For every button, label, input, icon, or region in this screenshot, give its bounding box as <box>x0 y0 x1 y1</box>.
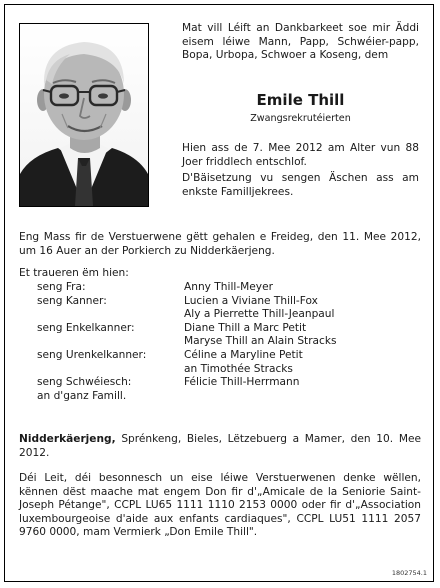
mourner-name: Diane Thill a Marc Petit <box>184 321 307 334</box>
obituary-notice <box>4 4 434 582</box>
reference-number: 1802754.1 <box>391 569 427 577</box>
deceased-name: Emile Thill <box>256 91 345 109</box>
mourner-relation: seng Fra: <box>37 281 86 293</box>
place-town: Nidderkäerjeng, <box>19 433 116 445</box>
mourner-name: an Timothée Stracks <box>184 362 293 375</box>
mourner-name: Anny Thill-Meyer <box>184 281 273 293</box>
portrait-photo <box>19 23 149 207</box>
mourners-heading: Et traueren ëm hien: <box>19 267 129 279</box>
mourner-name: Lucien a Viviane Thill-Fox <box>184 294 318 307</box>
mourner-name: Aly a Pierrette Thill-Jeanpaul <box>184 308 335 321</box>
mourner-relation-line: an d'ganz Famill. <box>37 389 127 402</box>
death-announcement: Hien ass de 7. Mee 2012 am Alter vun 88 Joer friddlech entschlof. <box>182 142 419 168</box>
mourner-row-sister-in-law <box>19 376 421 403</box>
mourner-name: Félicie Thill-Herrmann <box>184 376 300 389</box>
intro-text <box>182 22 419 63</box>
mourner-row-great-grandchildren <box>19 349 421 376</box>
place-rest: Sprénkeng, Bieles, Lëtzebuerg a Mamer, den 10. Mee 2012. <box>19 433 421 459</box>
mass-announcement: Eng Mass fir de Verstuerwene gëtt gehalen e Freideg, den 11. Mee 2012, um 16 Auer an der Porkierch zu Nidderkäerjeng. <box>19 231 421 257</box>
mourner-row-wife <box>19 281 421 295</box>
deceased-subtitle: Zwangsrekrutéierten <box>250 113 351 124</box>
mourner-relation-line: seng Schwéiesch: <box>37 376 132 389</box>
mourner-name: Céline a Maryline Petit <box>184 348 303 361</box>
donation-note: Déi Leit, déi besonnesch un eise léiwe Verstuerwenen denke wëllen, kënnen dëst maache mat engem Don fir d'„Amicale de la Seniorie Saint-Joseph Pétange", CCPL LU65 1111 1110 2153 0000 oder fir d'„Association luxembourgeoise d'aide aux enfants cardiaques", CCPL LU51 1111 2057 9760 0000, mam Vermierk „Don Emile Thill". <box>19 472 421 539</box>
mourner-relation: seng Kanner: <box>37 294 107 307</box>
death-details <box>182 142 419 202</box>
place-and-date <box>19 433 421 460</box>
mourners-list <box>19 281 421 403</box>
intro-paragraph: Mat vill Léift an Dankbarkeet soe mir Äddi eisem léiwe Mann, Papp, Schwéier-papp, Bopa, Urbopa, Schwoer a Koseng, dem <box>182 22 419 62</box>
mourner-relation: seng Urenkelkanner: <box>37 348 147 361</box>
mourner-name: Maryse Thill an Alain Stracks <box>184 335 337 348</box>
mourner-relation <box>37 376 187 403</box>
burial-note: D'Bäisetzung vu sengen Äschen ass am enkste Familljekrees. <box>182 172 419 198</box>
mourner-row-grandchildren <box>19 322 421 349</box>
mourner-relation: seng Enkelkanner: <box>37 321 135 334</box>
mourner-row-children <box>19 295 421 322</box>
